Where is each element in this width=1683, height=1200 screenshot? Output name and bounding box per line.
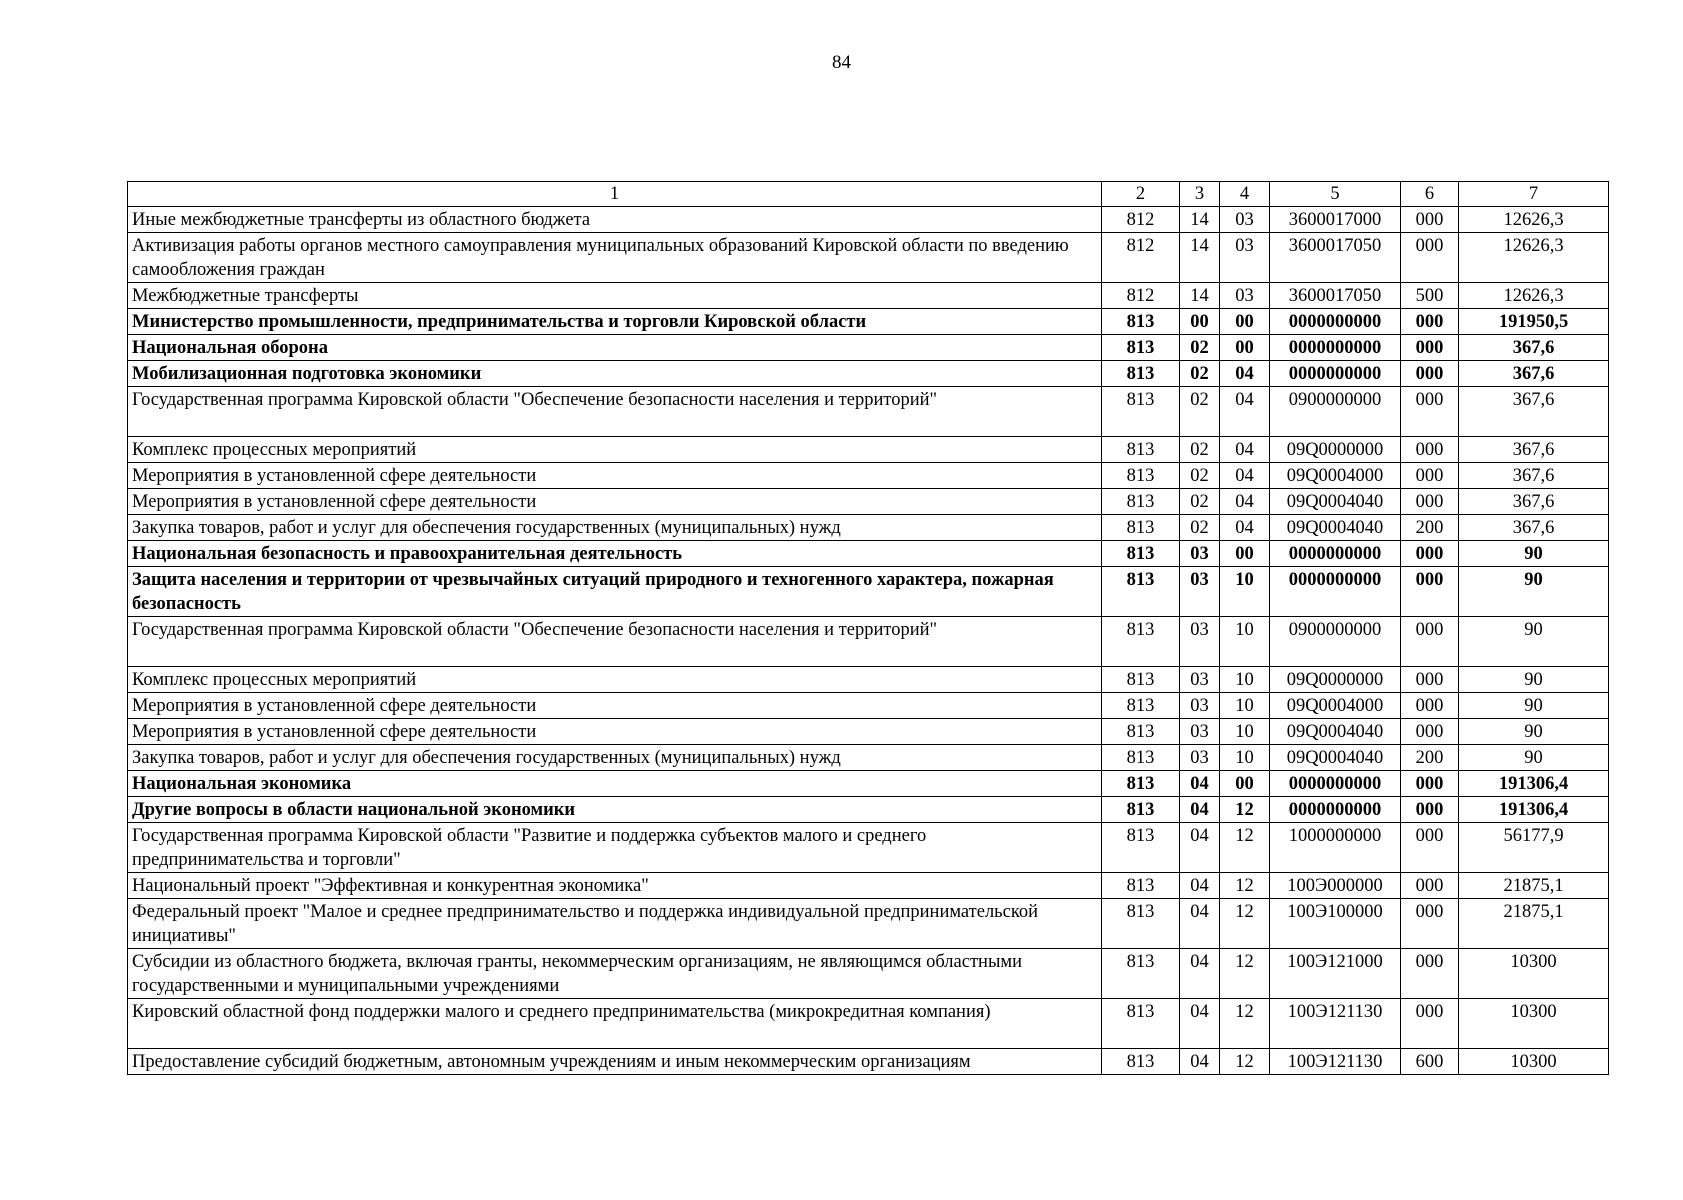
section-code-cell: 02 xyxy=(1180,463,1220,489)
target-article-cell: 0000000000 xyxy=(1270,361,1401,387)
amount-cell: 367,6 xyxy=(1459,489,1609,515)
section-code-cell: 04 xyxy=(1180,873,1220,899)
amount-cell: 90 xyxy=(1459,745,1609,771)
section-code-cell: 14 xyxy=(1180,283,1220,309)
amount-cell: 12626,3 xyxy=(1459,283,1609,309)
ministry-code-cell: 813 xyxy=(1102,949,1180,999)
amount-cell: 56177,9 xyxy=(1459,823,1609,873)
table-row xyxy=(128,797,1609,823)
description-cell: Предоставление субсидий бюджетным, автономным учреждениям и иным некоммерческим организациям xyxy=(128,1049,1102,1075)
description-cell: Национальный проект "Эффективная и конкурентная экономика" xyxy=(128,873,1102,899)
ministry-code-cell: 813 xyxy=(1102,873,1180,899)
subsection-code-cell: 04 xyxy=(1220,463,1270,489)
target-article-cell: 100Э100000 xyxy=(1270,899,1401,949)
subsection-code-cell: 03 xyxy=(1220,233,1270,283)
section-code-cell: 03 xyxy=(1180,567,1220,617)
target-article-cell: 100Э121000 xyxy=(1270,949,1401,999)
section-code-cell: 04 xyxy=(1180,949,1220,999)
subsection-code-cell: 12 xyxy=(1220,797,1270,823)
subsection-code-cell: 03 xyxy=(1220,283,1270,309)
section-code-cell: 02 xyxy=(1180,489,1220,515)
ministry-code-cell: 813 xyxy=(1102,335,1180,361)
section-code-cell: 04 xyxy=(1180,899,1220,949)
table-row xyxy=(128,361,1609,387)
subsection-code-cell: 00 xyxy=(1220,771,1270,797)
target-article-cell: 100Э121130 xyxy=(1270,999,1401,1049)
amount-cell: 12626,3 xyxy=(1459,233,1609,283)
table-row xyxy=(128,567,1609,617)
target-article-cell: 3600017050 xyxy=(1270,283,1401,309)
expense-type-cell: 000 xyxy=(1401,667,1459,693)
target-article-cell: 09Q0004000 xyxy=(1270,463,1401,489)
table-row xyxy=(128,823,1609,873)
subsection-code-cell: 04 xyxy=(1220,515,1270,541)
table-row xyxy=(128,489,1609,515)
header-cell: 1 xyxy=(128,182,1102,207)
subsection-code-cell: 12 xyxy=(1220,1049,1270,1075)
description-cell: Активизация работы органов местного самоуправления муниципальных образований Кировской области по введению самообложения граждан xyxy=(128,233,1102,283)
header-cell: 4 xyxy=(1220,182,1270,207)
target-article-cell: 09Q0004040 xyxy=(1270,515,1401,541)
description-cell: Комплекс процессных мероприятий xyxy=(128,667,1102,693)
header-row xyxy=(128,182,1609,207)
ministry-code-cell: 813 xyxy=(1102,999,1180,1049)
amount-cell: 191306,4 xyxy=(1459,797,1609,823)
subsection-code-cell: 04 xyxy=(1220,361,1270,387)
section-code-cell: 04 xyxy=(1180,1049,1220,1075)
description-cell: Национальная безопасность и правоохранительная деятельность xyxy=(128,541,1102,567)
expense-type-cell: 000 xyxy=(1401,233,1459,283)
section-code-cell: 02 xyxy=(1180,515,1220,541)
description-cell: Мероприятия в установленной сфере деятельности xyxy=(128,489,1102,515)
target-article-cell: 3600017050 xyxy=(1270,233,1401,283)
target-article-cell: 0000000000 xyxy=(1270,567,1401,617)
ministry-code-cell: 813 xyxy=(1102,541,1180,567)
header-cell: 3 xyxy=(1180,182,1220,207)
ministry-code-cell: 813 xyxy=(1102,1049,1180,1075)
description-cell: Комплекс процессных мероприятий xyxy=(128,437,1102,463)
target-article-cell: 0000000000 xyxy=(1270,335,1401,361)
description-cell: Федеральный проект "Малое и среднее предпринимательство и поддержка индивидуальной предпринимательской инициативы" xyxy=(128,899,1102,949)
description-cell: Другие вопросы в области национальной экономики xyxy=(128,797,1102,823)
target-article-cell: 0000000000 xyxy=(1270,309,1401,335)
ministry-code-cell: 812 xyxy=(1102,207,1180,233)
subsection-code-cell: 04 xyxy=(1220,489,1270,515)
description-cell: Национальная экономика xyxy=(128,771,1102,797)
ministry-code-cell: 813 xyxy=(1102,745,1180,771)
target-article-cell: 100Э121130 xyxy=(1270,1049,1401,1075)
target-article-cell: 09Q0004040 xyxy=(1270,745,1401,771)
amount-cell: 21875,1 xyxy=(1459,899,1609,949)
amount-cell: 10300 xyxy=(1459,999,1609,1049)
description-cell: Кировский областной фонд поддержки малого и среднего предпринимательства (микрокредитная компания) xyxy=(128,999,1102,1049)
table-row xyxy=(128,463,1609,489)
expense-type-cell: 600 xyxy=(1401,1049,1459,1075)
expense-type-cell: 000 xyxy=(1401,463,1459,489)
description-cell: Мобилизационная подготовка экономики xyxy=(128,361,1102,387)
target-article-cell: 0000000000 xyxy=(1270,541,1401,567)
table-row xyxy=(128,693,1609,719)
section-code-cell: 14 xyxy=(1180,207,1220,233)
table-row xyxy=(128,437,1609,463)
table-row xyxy=(128,335,1609,361)
expense-type-cell: 000 xyxy=(1401,567,1459,617)
ministry-code-cell: 813 xyxy=(1102,719,1180,745)
table-row xyxy=(128,667,1609,693)
target-article-cell: 09Q0000000 xyxy=(1270,437,1401,463)
expense-type-cell: 000 xyxy=(1401,873,1459,899)
description-cell: Закупка товаров, работ и услуг для обеспечения государственных (муниципальных) нужд xyxy=(128,745,1102,771)
ministry-code-cell: 813 xyxy=(1102,617,1180,667)
section-code-cell: 04 xyxy=(1180,771,1220,797)
amount-cell: 12626,3 xyxy=(1459,207,1609,233)
description-cell: Межбюджетные трансферты xyxy=(128,283,1102,309)
ministry-code-cell: 813 xyxy=(1102,309,1180,335)
expense-type-cell: 000 xyxy=(1401,437,1459,463)
ministry-code-cell: 813 xyxy=(1102,797,1180,823)
amount-cell: 191306,4 xyxy=(1459,771,1609,797)
table-row xyxy=(128,541,1609,567)
ministry-code-cell: 813 xyxy=(1102,771,1180,797)
section-code-cell: 02 xyxy=(1180,437,1220,463)
amount-cell: 90 xyxy=(1459,693,1609,719)
description-cell: Мероприятия в установленной сфере деятельности xyxy=(128,463,1102,489)
subsection-code-cell: 10 xyxy=(1220,617,1270,667)
section-code-cell: 03 xyxy=(1180,541,1220,567)
table-row xyxy=(128,949,1609,999)
section-code-cell: 00 xyxy=(1180,309,1220,335)
expense-type-cell: 000 xyxy=(1401,489,1459,515)
expense-type-cell: 000 xyxy=(1401,899,1459,949)
expense-type-cell: 200 xyxy=(1401,745,1459,771)
description-cell: Субсидии из областного бюджета, включая гранты, некоммерческим организациям, не являющимся областными государственными и муниципальными учреждениями xyxy=(128,949,1102,999)
expense-type-cell: 000 xyxy=(1401,771,1459,797)
amount-cell: 367,6 xyxy=(1459,335,1609,361)
amount-cell: 367,6 xyxy=(1459,463,1609,489)
section-code-cell: 02 xyxy=(1180,387,1220,437)
section-code-cell: 04 xyxy=(1180,999,1220,1049)
target-article-cell: 09Q0004040 xyxy=(1270,719,1401,745)
ministry-code-cell: 813 xyxy=(1102,567,1180,617)
subsection-code-cell: 10 xyxy=(1220,667,1270,693)
subsection-code-cell: 12 xyxy=(1220,899,1270,949)
table-row xyxy=(128,719,1609,745)
amount-cell: 191950,5 xyxy=(1459,309,1609,335)
description-cell: Государственная программа Кировской области "Обеспечение безопасности населения и территорий" xyxy=(128,617,1102,667)
ministry-code-cell: 812 xyxy=(1102,233,1180,283)
subsection-code-cell: 10 xyxy=(1220,567,1270,617)
section-code-cell: 03 xyxy=(1180,617,1220,667)
expense-type-cell: 000 xyxy=(1401,949,1459,999)
section-code-cell: 03 xyxy=(1180,719,1220,745)
expense-type-cell: 000 xyxy=(1401,999,1459,1049)
subsection-code-cell: 00 xyxy=(1220,309,1270,335)
subsection-code-cell: 03 xyxy=(1220,207,1270,233)
expense-type-cell: 000 xyxy=(1401,797,1459,823)
description-cell: Защита населения и территории от чрезвычайных ситуаций природного и техногенного характера, пожарная безопасность xyxy=(128,567,1102,617)
description-cell: Иные межбюджетные трансферты из областного бюджета xyxy=(128,207,1102,233)
amount-cell: 10300 xyxy=(1459,949,1609,999)
description-cell: Государственная программа Кировской области "Развитие и поддержка субъектов малого и среднего предпринимательства и торговли" xyxy=(128,823,1102,873)
table-row xyxy=(128,873,1609,899)
target-article-cell: 09Q0004040 xyxy=(1270,489,1401,515)
expense-type-cell: 000 xyxy=(1401,693,1459,719)
table-row xyxy=(128,745,1609,771)
expense-type-cell: 000 xyxy=(1401,387,1459,437)
section-code-cell: 04 xyxy=(1180,797,1220,823)
ministry-code-cell: 813 xyxy=(1102,693,1180,719)
description-cell: Мероприятия в установленной сфере деятельности xyxy=(128,693,1102,719)
subsection-code-cell: 00 xyxy=(1220,335,1270,361)
amount-cell: 90 xyxy=(1459,617,1609,667)
amount-cell: 367,6 xyxy=(1459,437,1609,463)
expense-type-cell: 200 xyxy=(1401,515,1459,541)
description-cell: Министерство промышленности, предпринимательства и торговли Кировской области xyxy=(128,309,1102,335)
table-row xyxy=(128,617,1609,667)
amount-cell: 21875,1 xyxy=(1459,873,1609,899)
header-cell: 7 xyxy=(1459,182,1609,207)
description-cell: Национальная оборона xyxy=(128,335,1102,361)
expense-type-cell: 000 xyxy=(1401,207,1459,233)
subsection-code-cell: 12 xyxy=(1220,999,1270,1049)
ministry-code-cell: 813 xyxy=(1102,489,1180,515)
budget-table xyxy=(127,181,1609,1075)
subsection-code-cell: 04 xyxy=(1220,437,1270,463)
subsection-code-cell: 12 xyxy=(1220,949,1270,999)
header-cell: 2 xyxy=(1102,182,1180,207)
subsection-code-cell: 10 xyxy=(1220,693,1270,719)
expense-type-cell: 000 xyxy=(1401,617,1459,667)
subsection-code-cell: 10 xyxy=(1220,719,1270,745)
table-row xyxy=(128,999,1609,1049)
ministry-code-cell: 813 xyxy=(1102,463,1180,489)
description-cell: Закупка товаров, работ и услуг для обеспечения государственных (муниципальных) нужд xyxy=(128,515,1102,541)
target-article-cell: 09Q0000000 xyxy=(1270,667,1401,693)
expense-type-cell: 000 xyxy=(1401,823,1459,873)
table-row xyxy=(128,515,1609,541)
amount-cell: 367,6 xyxy=(1459,387,1609,437)
amount-cell: 367,6 xyxy=(1459,515,1609,541)
ministry-code-cell: 813 xyxy=(1102,899,1180,949)
amount-cell: 90 xyxy=(1459,719,1609,745)
table-row xyxy=(128,233,1609,283)
ministry-code-cell: 813 xyxy=(1102,823,1180,873)
table-row xyxy=(128,387,1609,437)
table-row xyxy=(128,283,1609,309)
expense-type-cell: 000 xyxy=(1401,541,1459,567)
target-article-cell: 1000000000 xyxy=(1270,823,1401,873)
expense-type-cell: 000 xyxy=(1401,335,1459,361)
table-row xyxy=(128,771,1609,797)
description-cell: Мероприятия в установленной сфере деятельности xyxy=(128,719,1102,745)
ministry-code-cell: 813 xyxy=(1102,515,1180,541)
subsection-code-cell: 10 xyxy=(1220,745,1270,771)
subsection-code-cell: 12 xyxy=(1220,873,1270,899)
expense-type-cell: 000 xyxy=(1401,309,1459,335)
section-code-cell: 02 xyxy=(1180,335,1220,361)
section-code-cell: 14 xyxy=(1180,233,1220,283)
section-code-cell: 04 xyxy=(1180,823,1220,873)
table-body xyxy=(128,207,1609,1075)
header-cell: 5 xyxy=(1270,182,1401,207)
subsection-code-cell: 12 xyxy=(1220,823,1270,873)
ministry-code-cell: 813 xyxy=(1102,361,1180,387)
target-article-cell: 0900000000 xyxy=(1270,617,1401,667)
page-number: 84 xyxy=(832,52,851,73)
section-code-cell: 03 xyxy=(1180,667,1220,693)
target-article-cell: 0000000000 xyxy=(1270,771,1401,797)
subsection-code-cell: 00 xyxy=(1220,541,1270,567)
subsection-code-cell: 04 xyxy=(1220,387,1270,437)
target-article-cell: 3600017000 xyxy=(1270,207,1401,233)
table-row xyxy=(128,899,1609,949)
target-article-cell: 100Э000000 xyxy=(1270,873,1401,899)
table-row xyxy=(128,207,1609,233)
section-code-cell: 03 xyxy=(1180,693,1220,719)
amount-cell: 90 xyxy=(1459,567,1609,617)
ministry-code-cell: 813 xyxy=(1102,667,1180,693)
ministry-code-cell: 813 xyxy=(1102,387,1180,437)
ministry-code-cell: 813 xyxy=(1102,437,1180,463)
section-code-cell: 02 xyxy=(1180,361,1220,387)
section-code-cell: 03 xyxy=(1180,745,1220,771)
target-article-cell: 09Q0004000 xyxy=(1270,693,1401,719)
table-row xyxy=(128,309,1609,335)
table-row xyxy=(128,1049,1609,1075)
amount-cell: 10300 xyxy=(1459,1049,1609,1075)
expense-type-cell: 500 xyxy=(1401,283,1459,309)
target-article-cell: 0900000000 xyxy=(1270,387,1401,437)
expense-type-cell: 000 xyxy=(1401,361,1459,387)
amount-cell: 90 xyxy=(1459,541,1609,567)
ministry-code-cell: 812 xyxy=(1102,283,1180,309)
amount-cell: 367,6 xyxy=(1459,361,1609,387)
amount-cell: 90 xyxy=(1459,667,1609,693)
description-cell: Государственная программа Кировской области "Обеспечение безопасности населения и территорий" xyxy=(128,387,1102,437)
header-cell: 6 xyxy=(1401,182,1459,207)
target-article-cell: 0000000000 xyxy=(1270,797,1401,823)
expense-type-cell: 000 xyxy=(1401,719,1459,745)
